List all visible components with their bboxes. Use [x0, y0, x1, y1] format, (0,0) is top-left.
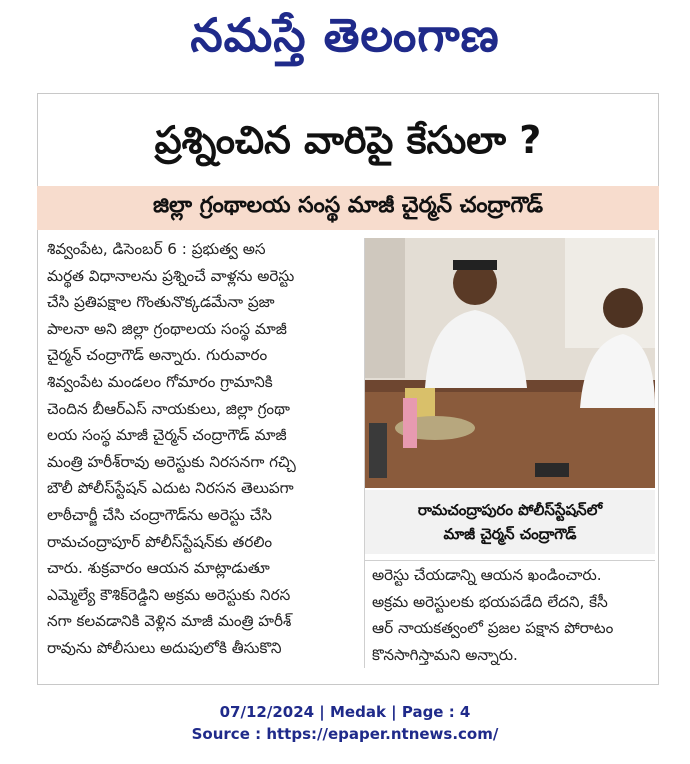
body-line: చారు. శుక్రవారం ఆయన మాట్లాడుతూ — [47, 559, 270, 578]
photo-caption-line: రామచంద్రాపురం పోలీస్‌స్టేషన్‌లో — [417, 501, 603, 519]
body-line: ఎమ్మెల్యే కౌశిక్‌రెడ్డిని అక్రమ అరెస్టుకు నిరస — [47, 585, 291, 604]
body-line: మర్థత విధానాలను ప్రశ్నించే వాళ్లను అరెస్టు — [47, 266, 295, 285]
body-line: అరెస్టు చేయడాన్ని ఆయన ఖండించారు. — [372, 566, 602, 584]
body-line: బౌలీ పోలీస్‌స్టేషన్ ఎదుట నిరసన తెలుపగా — [47, 479, 294, 498]
body-line: శివ్వంపేట, డిసెంబర్ 6 : ప్రభుత్వ అస — [47, 240, 266, 258]
article-column-1 — [47, 236, 361, 662]
source-line: Source : https://epaper.ntnews.com/ — [191, 725, 499, 743]
body-line: మంత్రి హరీశ్‌రావు అరెస్టుకు నిరసనగా గచ్చి — [47, 452, 296, 471]
news-photo-illustration — [365, 238, 655, 488]
body-line: చెందిన బీఆర్ఎస్ నాయకులు, జిల్లా గ్రంథా — [47, 399, 290, 418]
article-column-2 — [372, 562, 656, 668]
body-line: రామచంద్రాపూర్ పోలీస్‌స్టేషన్‌కు తరలిం — [47, 532, 273, 551]
photo-caption — [365, 490, 655, 554]
caption-divider — [365, 560, 655, 561]
body-line: చైర్మన్ చంద్రాగౌడ్ అన్నారు. గురువారం — [47, 346, 268, 365]
body-line: అక్రమ అరెస్టులకు భయపడేది లేదని, కేసీ — [372, 592, 608, 611]
masthead-title: నమస్తే తెలంగాణ — [190, 8, 500, 62]
body-line: చేసి ప్రతిపక్షాల గొంతునొక్కడమేనా ప్రజా — [47, 293, 275, 312]
body-line: ఆర్ నాయకత్వంలో ప్రజల పక్షాన పోరాటం — [372, 619, 614, 638]
photo-caption-line: మాజీ చైర్మన్ చంద్రాగౌడ్ — [443, 525, 577, 543]
edition-line: 07/12/2024 | Medak | Page : 4 — [219, 703, 471, 721]
body-line: నగా కలవడానికి వెళ్లిన మాజీ మంత్రి హరీశ్ — [47, 612, 292, 631]
body-line: పాలనా అని జిల్లా గ్రంథాలయ సంస్థ మాజీ — [47, 319, 287, 338]
article-subheadline: జిల్లా గ్రంథాలయ సంస్థ మాజీ చైర్మన్ చంద్రాగౌడ్ — [37, 186, 659, 230]
body-line: కొనసాగిస్తామని అన్నారు. — [372, 645, 518, 664]
body-line: రావును పోలీసులు అదుపులోకి తీసుకొని — [47, 638, 282, 657]
article-headline: ప్రశ్నించిన వారిపై కేసులా ? — [154, 118, 542, 162]
body-line: శివ్వంపేట మండలం గోమారం గ్రామానికి — [47, 372, 273, 391]
body-line: లాఠీచార్జీ చేసి చంద్రాగౌడ్‌ను అరెస్టు చేసి — [47, 505, 272, 524]
body-line: లయ సంస్థ మాజీ చైర్మన్ చంద్రాగౌడ్ మాజీ — [47, 426, 287, 445]
news-photo — [365, 238, 655, 488]
